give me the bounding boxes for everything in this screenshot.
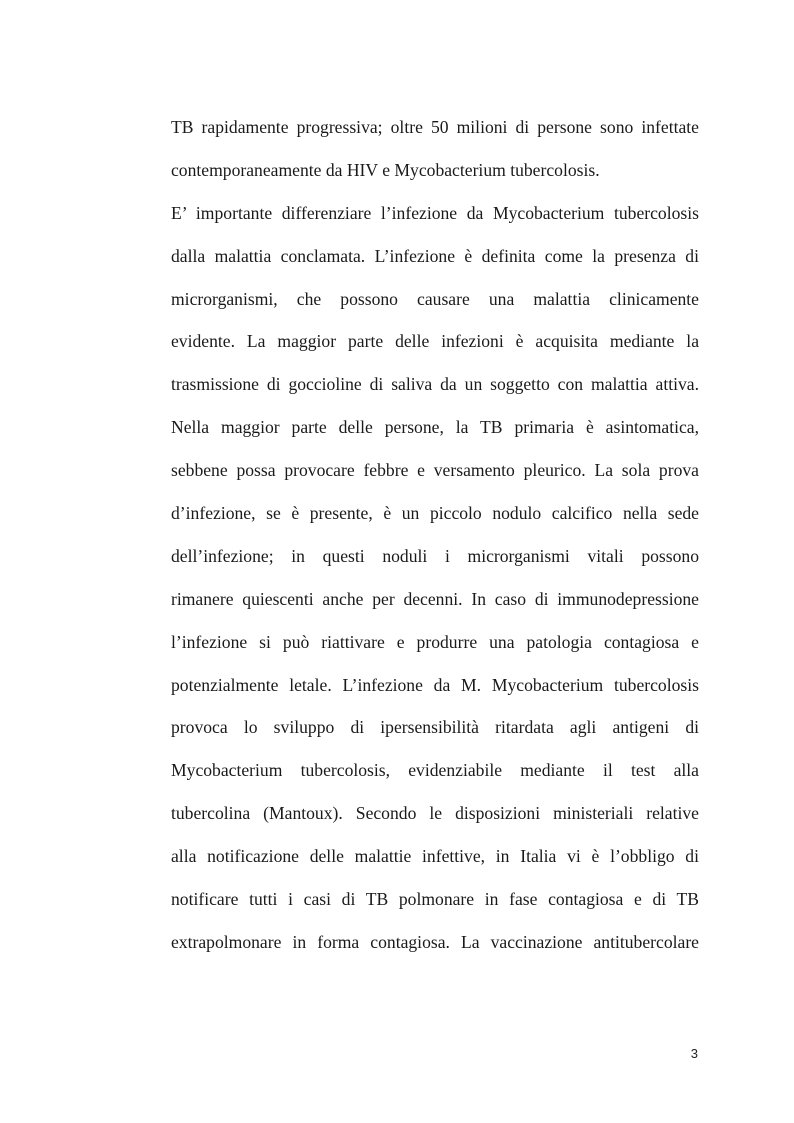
text-line: TB rapidamente progressiva; oltre 50 milioni di persone sono infettate: [171, 117, 699, 137]
text-line: notificare tutti i casi di TB polmonare in fase contagiosa e di TB: [171, 889, 699, 910]
text-line: l’infezione si può riattivare e produrre una patologia contagiosa e: [171, 631, 699, 652]
text-line: sebbene possa provocare febbre e versamento pleurico. La sola prova: [171, 460, 699, 481]
text-line: d’infezione, se è presente, è un piccolo nodulo calcifico nella sede: [171, 503, 699, 524]
text-line: Mycobacterium tubercolosis, evidenziabile mediante il test alla: [171, 760, 699, 781]
page-number: 3: [690, 1046, 698, 1061]
text-line: microrganismi, che possono causare una malattia clinicamente: [171, 288, 699, 309]
text-line: potenzialmente letale. L’infezione da M. Mycobacterium tubercolosis: [171, 674, 699, 695]
text-line: dalla malattia conclamata. L’infezione è definita come la presenza di: [171, 245, 699, 266]
text-line: extrapolmonare in forma contagiosa. La vaccinazione antitubercolare: [171, 931, 699, 952]
text-line: contemporaneamente da HIV e Mycobacterium tubercolosis.: [171, 159, 600, 180]
text-line: evidente. La maggior parte delle infezioni è acquisita mediante la: [171, 331, 699, 352]
text-line: tubercolina (Mantoux). Secondo le disposizioni ministeriali relative: [171, 803, 699, 824]
text-line: alla notificazione delle malattie infettive, in Italia vi è l’obbligo di: [171, 846, 699, 867]
text-line: rimanere quiescenti anche per decenni. In caso di immunodepressione: [171, 588, 699, 609]
text-line: provoca lo sviluppo di ipersensibilità ritardata agli antigeni di: [171, 717, 699, 738]
text-line: E’ importante differenziare l’infezione da Mycobacterium tubercolosis: [171, 202, 699, 223]
body-text: [171, 111, 699, 969]
text-line: dell’infezione; in questi noduli i microrganismi vitali possono: [171, 545, 699, 566]
text-line: Nella maggior parte delle persone, la TB primaria è asintomatica,: [171, 417, 699, 438]
text-line: trasmissione di goccioline di saliva da un soggetto con malattia attiva.: [171, 374, 699, 395]
